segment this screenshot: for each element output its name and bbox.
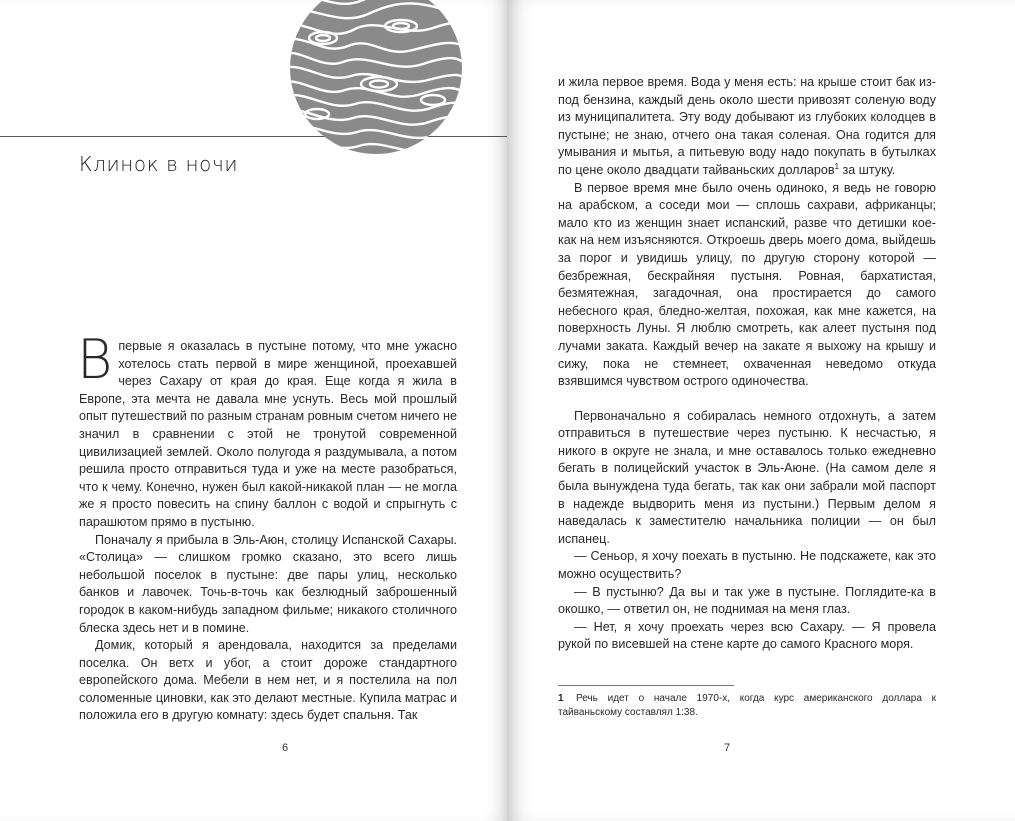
paragraph: В первое время мне было очень одиноко, я ведь не говорю на арабском, а соседи мои — сплошь сахрави, африканцы; мало кто из женщин знает испанский, разве что детишки кое-как на нем изъясняются. Откроешь дверь моего дома, выйдешь за порог и увидишь улицу, по другую сторону которой — безбрежная, бескрайняя пустыня. Ровная, бархатистая, безмятежная, загадочная, она простирается до самого небесного края, бледно-желтая, похожая, как мне кажется, на поверхность Луны. Я люблю смотреть, как алеет пустыня под лучами заката. Каждый вечер на закате я выхожу на крышу и сижу, пока не стемнеет, охваченная неведомо откуда взявшимся чувством острого одиночества.: [558, 180, 936, 389]
left-page-text: [77, 328, 457, 725]
paragraph: [77, 328, 457, 532]
paragraph-text: за штуку.: [839, 162, 896, 177]
footnote-mark: 1: [558, 693, 564, 704]
left-page: [0, 0, 507, 821]
chapter-title: Клинок в ночи: [79, 152, 239, 176]
footnote-reference[interactable]: 1: [834, 161, 840, 171]
paragraph: Первоначально я собиралась немного отдохнуть, а затем отправиться в путешествие через пустыню. К несчастью, я никого в округе не знала, и мне оставалось только ежедневно бегать в полицейский участок в Эль-Аюне. (На самом деле я была вынуждена туда бегать, так как они забрали мой паспорт в надежде выдворить меня из пустыни.) Первым делом я наведалась к заместителю начальника полиции — он был испанец.: [558, 408, 936, 546]
dialogue-line: — В пустыню? Да вы и так уже в пустыне. Поглядите-ка в окошко, — ответил он, не поднимая на меня глаз.: [558, 584, 936, 617]
paragraph-text: и жила первое время. Вода у меня есть: на крыше стоит бак из-под бензина, каждый день около шести привозят соленую воду из муниципалитета. Эту воду добывают из глубоких колодцев в пустыне; не знаю, отчего она такая соленая. Она годится для умывания и мытья, а питьевую воду надо покупать в бутылках по цене около двадцати тайваньских долларов: [558, 75, 936, 177]
dialogue-line: — Сеньор, я хочу поехать в пустыню. Не подскажете, как это можно осуществить?: [558, 549, 936, 582]
footnote-text: Речь идет о начале 1970-х, когда курс американского доллара к тайваньскому составлял 1:38.: [558, 693, 936, 718]
footnote: [558, 692, 936, 720]
paragraph: [558, 74, 936, 180]
paragraph-text: первые я оказалась в пустыне потому, что мне ужасно хотелось стать первой в мире женщиной, проехавшей через Сахару от края до края. Еще когда я жила в Европе, эта мечта не давала мне уснуть. Весь мой прошлый опыт путешествий по разным странам ровным счетом ничего не значил в сравнении с этой не тронутой современной цивилизацией землей. Около полугода я раздумывала, а потом решила просто отправиться туда и уже на месте разобраться, что к чему. Конечно, нужен был какой-никакой план — не могла же я просто повесить на спину баллон с водой и спрыгнуть с парашютом прямо в пустыню.: [79, 339, 457, 529]
page-number: 6: [282, 742, 289, 754]
right-page-text: [558, 74, 936, 654]
drop-cap: В: [77, 328, 113, 391]
footnote-rule: [558, 685, 734, 686]
paragraph: Поначалу я прибыла в Эль-Аюн, столицу Испанской Сахары. «Столица» — слишком громко сказано, это всего лишь небольшой поселок в пустыне: две пары улиц, несколько банков и лавочек. Точь-в-точь как безлюдный заброшенный городок в каком-нибудь западном фильме; никакого столичного блеска здесь нет и в помине.: [79, 532, 457, 635]
paragraph: Домик, который я арендовала, находится за пределами поселка. Он ветх и убог, а стоит дороже стандартного европейского дома. Мебели в нем нет, и я постелила на пол соломенные циновки, как это делают местные. Купила матрас и положила его в другую комнату: здесь будет спальня. Так: [79, 638, 457, 723]
page-number: 7: [724, 742, 731, 754]
dialogue-line: — Нет, я хочу проехать через всю Сахару. — Я провела рукой по висевшей на стене карте до самого Красного моря.: [558, 619, 936, 652]
wood-grain-circle-icon: [283, 0, 469, 158]
